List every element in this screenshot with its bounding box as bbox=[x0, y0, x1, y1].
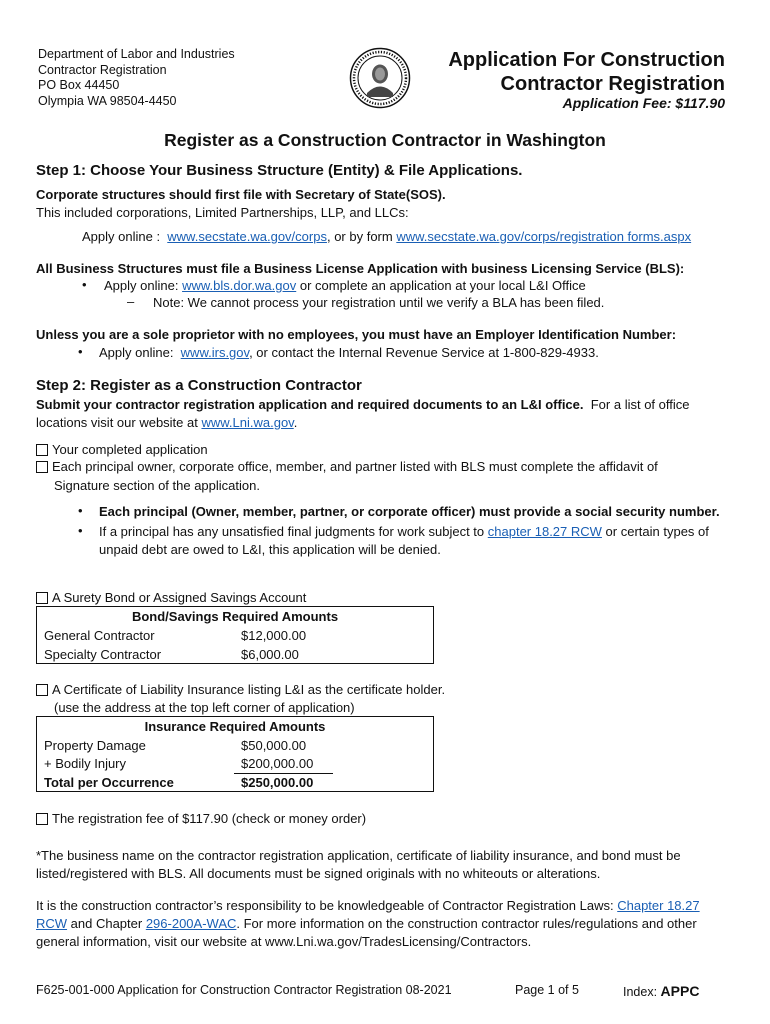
apply-prefix: Apply online : bbox=[82, 229, 168, 244]
submit-prefix: locations visit our website at bbox=[36, 415, 202, 430]
irs-link[interactable]: www.irs.gov bbox=[180, 345, 250, 360]
submit-line1 bbox=[36, 397, 689, 412]
bond-table-header: Bond/Savings Required Amounts bbox=[131, 609, 339, 624]
bls-link[interactable]: www.bls.dor.wa.gov bbox=[182, 278, 297, 293]
sum-line bbox=[234, 773, 333, 774]
submit-line2 bbox=[36, 415, 297, 430]
sos-heading: Corporate structures should first file with Secretary of State(SOS). bbox=[36, 187, 446, 202]
judgment-suffix: or certain types of bbox=[601, 524, 709, 539]
checklist-label-cont: Signature section of the application. bbox=[54, 478, 260, 493]
insurance-note: (use the address at the top left corner of application) bbox=[54, 700, 355, 715]
note2-line2 bbox=[36, 916, 697, 931]
bls-heading: All Business Structures must file a Business License Application with business Licensing Service (BLS): bbox=[36, 261, 685, 276]
bond-table bbox=[36, 606, 434, 664]
sos-text: This included corporations, Limited Partnerships, LLP, and LLCs: bbox=[36, 205, 409, 220]
step1-heading: Step 1: Choose Your Business Structure (Entity) & File Applications. bbox=[36, 162, 523, 179]
form-title-line1: Application For Construction bbox=[448, 49, 725, 71]
checklist-item-application bbox=[36, 442, 208, 457]
checkbox[interactable] bbox=[36, 813, 48, 825]
rcw-link[interactable]: chapter 18.27 RCW bbox=[487, 524, 602, 539]
application-fee: Application Fee: $117.90 bbox=[562, 95, 725, 111]
bond-row-label: General Contractor bbox=[44, 628, 155, 643]
checklist-label: A Certificate of Liability Insurance listing L&I as the certificate holder. bbox=[52, 682, 446, 697]
checklist-item-affidavit bbox=[36, 459, 658, 474]
insurance-table-header: Insurance Required Amounts bbox=[144, 719, 326, 734]
form-id: F625-001-000 Application for Construction Contractor Registration 08-2021 bbox=[36, 983, 452, 997]
index-label: Index: bbox=[623, 985, 661, 999]
step2-heading: Step 2: Register as a Construction Contractor bbox=[36, 377, 362, 394]
bond-row-amount: $12,000.00 bbox=[241, 628, 307, 643]
note2-suffix: . For more information on the construction contractor rules/regulations and other bbox=[236, 916, 697, 931]
note1-line2: listed/registered with BLS. All documents must be signed originals with no whiteouts or alterations. bbox=[36, 866, 601, 881]
sos-apply-line bbox=[82, 229, 691, 244]
submit-suffix: . bbox=[293, 415, 298, 430]
checkbox[interactable] bbox=[36, 592, 48, 604]
ein-suffix: , or contact the Internal Revenue Service at 1-800-829-4933. bbox=[249, 345, 599, 360]
checklist-item-bond bbox=[36, 590, 306, 605]
form-title-line2: Contractor Registration bbox=[500, 73, 725, 95]
checklist-label: Each principal owner, corporate office, member, and partner listed with BLS must complete the affidavit of bbox=[52, 459, 658, 474]
secstate-corps-link[interactable]: www.secstate.wa.gov/corps bbox=[167, 229, 327, 244]
address-line: Olympia WA 98504-4450 bbox=[38, 93, 177, 108]
wac-link[interactable]: 296-200A-WAC bbox=[145, 916, 237, 931]
form-index bbox=[623, 983, 699, 999]
checklist-label: A Surety Bond or Assigned Savings Account bbox=[52, 590, 307, 605]
insurance-row-amount: $200,000.00 bbox=[241, 756, 314, 771]
checklist-item-insurance bbox=[36, 682, 445, 697]
address-line: Department of Labor and Industries bbox=[38, 47, 235, 61]
bls-note: Note: We cannot process your registration until we verify a BLA has been filed. bbox=[153, 295, 605, 310]
bullet-icon: • bbox=[78, 344, 83, 359]
submit-bold: Submit your contractor registration application and required documents to an L&I office. bbox=[36, 397, 584, 412]
chapter-rcw-link-cont[interactable]: RCW bbox=[36, 916, 68, 931]
bond-row-amount: $6,000.00 bbox=[241, 647, 299, 662]
agency-address bbox=[38, 47, 235, 109]
bond-row-label: Specialty Contractor bbox=[44, 647, 162, 662]
insurance-total-label: Total per Occurrence bbox=[44, 775, 174, 790]
ein-heading: Unless you are a sole proprietor with no employees, you must have an Employer Identification Number: bbox=[36, 327, 677, 342]
checkbox[interactable] bbox=[36, 684, 48, 696]
judgment-prefix: If a principal has any unsatisfied final judgments for work subject to bbox=[99, 524, 488, 539]
lni-link[interactable]: www.Lni.wa.gov bbox=[201, 415, 294, 430]
state-seal-icon bbox=[349, 47, 411, 109]
checklist-item-fee bbox=[36, 811, 366, 826]
note2-mid: and Chapter bbox=[67, 916, 146, 931]
judgment-line1 bbox=[99, 524, 709, 539]
ssn-requirement: Each principal (Owner, member, partner, or corporate officer) must provide a social security number. bbox=[99, 504, 720, 519]
bullet-icon: • bbox=[78, 523, 83, 538]
address-line: PO Box 44450 bbox=[38, 78, 120, 92]
judgment-line2: unpaid debt are owed to L&I, this application will be denied. bbox=[99, 542, 441, 557]
bullet-icon: • bbox=[78, 503, 83, 518]
form-title bbox=[448, 48, 725, 96]
note1-line1: *The business name on the contractor registration application, certificate of liability insurance, and bond must be bbox=[36, 848, 681, 863]
bls-prefix: Apply online: bbox=[104, 278, 183, 293]
checklist-label: Your completed application bbox=[52, 442, 208, 457]
checkbox[interactable] bbox=[36, 461, 48, 473]
note2-line3: general information, visit our website at www.Lni.wa.gov/TradesLicensing/Contractors. bbox=[36, 934, 532, 949]
ein-apply-line bbox=[99, 345, 599, 360]
submit-rest: For a list of office bbox=[583, 397, 690, 412]
insurance-row-label: Property Damage bbox=[44, 738, 146, 753]
checklist-label: The registration fee of $117.90 (check or money order) bbox=[52, 811, 367, 826]
index-value: APPC bbox=[660, 983, 700, 999]
insurance-total-amount: $250,000.00 bbox=[241, 775, 314, 790]
page-number: Page 1 of 5 bbox=[515, 983, 579, 997]
apply-mid: , or by form bbox=[326, 229, 397, 244]
chapter-rcw-link[interactable]: Chapter 18.27 bbox=[617, 898, 700, 913]
note2-line1 bbox=[36, 898, 700, 913]
insurance-table bbox=[36, 716, 434, 792]
dash-icon: – bbox=[127, 294, 135, 309]
bullet-icon: • bbox=[82, 277, 87, 292]
bls-suffix: or complete an application at your local L&I Office bbox=[296, 278, 586, 293]
address-line: Contractor Registration bbox=[38, 62, 167, 77]
ein-prefix: Apply online: bbox=[99, 345, 181, 360]
main-heading: Register as a Construction Contractor in Washington bbox=[164, 130, 606, 150]
note2-prefix: It is the construction contractor’s responsibility to be knowledgeable of Contractor Registration Laws: bbox=[36, 898, 618, 913]
insurance-row-label: + Bodily Injury bbox=[44, 756, 127, 771]
secstate-forms-link[interactable]: www.secstate.wa.gov/corps/registration forms.aspx bbox=[396, 229, 692, 244]
bls-apply-line bbox=[104, 278, 586, 293]
checkbox[interactable] bbox=[36, 444, 48, 456]
insurance-row-amount: $50,000.00 bbox=[241, 738, 307, 753]
